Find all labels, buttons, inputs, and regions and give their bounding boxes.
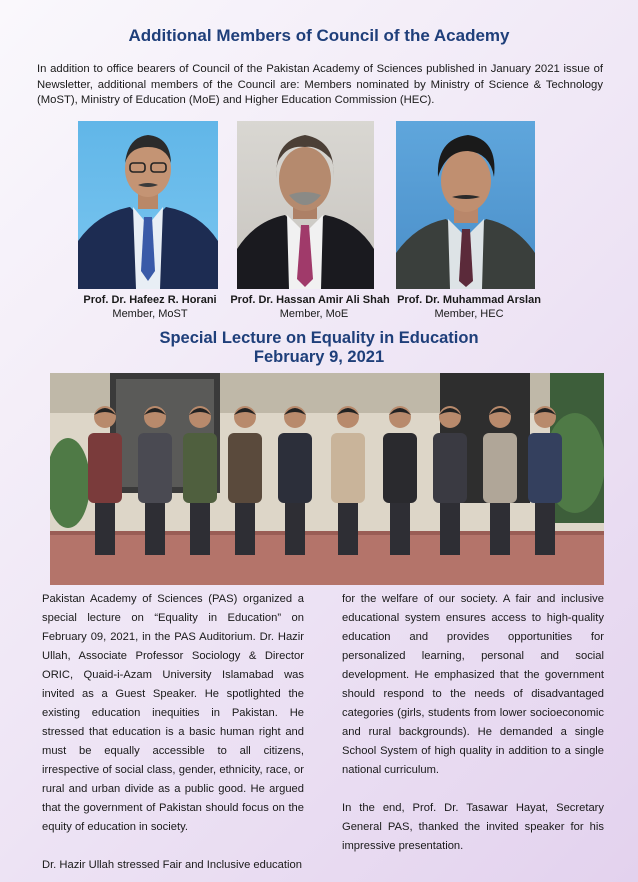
member-photo-horani bbox=[78, 121, 218, 289]
member-photo-arslan bbox=[396, 121, 535, 289]
member-name: Prof. Dr. Hassan Amir Ali Shah bbox=[230, 294, 390, 306]
member-caption-3 bbox=[393, 293, 545, 321]
member-role: Member, MoST bbox=[112, 308, 188, 320]
body-left-column bbox=[42, 590, 304, 875]
body-paragraph: Pakistan Academy of Sciences (PAS) organized a special lecture on “Equality in Education” on February 09, 2021, in the PAS Auditorium. Dr. Hazir Ullah, Associate Professor Sociology & Director ORIC, Quaid-i-Azam University Islamabad was invited as a Guest Speaker. He spotlighted the existing education inequities in Pakistan. He stressed that education is a basic human right and must be equally accessible to all citizens, irrespective of social class, gender, ethnicity, race, or rural and urban divide as a public good. He argued that the government of Pakistan should focus on the equity of education in society. bbox=[42, 593, 304, 833]
body-paragraph: Dr. Hazir Ullah stressed Fair and Inclusive education bbox=[42, 859, 302, 871]
intro-paragraph: In addition to office bearers of Council of the Pakistan Academy of Sciences published in January 2021 issue of Newsletter, additional members of the Council are: Members nominated by Ministry of Science & Technology (MoST), Ministry of Education (MoE) and Higher Education Commission (HEC). bbox=[37, 63, 603, 106]
member-role: Member, HEC bbox=[434, 308, 504, 320]
body-paragraph: for the welfare of our society. A fair and inclusive educational system ensures access to high-quality education and provides opportunities for personalized learning, personal and social development. He emphasized that the government should respond to the needs of disadvantaged categories (girls, students from lower socioeconomic and rural backgrounds). He demanded a single School System of high quality in addition to a single national curriculum. bbox=[342, 593, 604, 776]
member-caption-1 bbox=[70, 293, 230, 321]
body-right-column bbox=[342, 590, 604, 856]
body-paragraph: In the end, Prof. Dr. Tasawar Hayat, Secretary General PAS, thanked the invited speaker for his impressive presentation. bbox=[342, 802, 604, 852]
lecture-date: February 9, 2021 bbox=[253, 348, 385, 366]
group-photo bbox=[50, 373, 604, 585]
lecture-title: Special Lecture on Equality in Education bbox=[159, 329, 479, 347]
member-name: Prof. Dr. Hafeez R. Horani bbox=[83, 294, 217, 306]
member-caption-2 bbox=[225, 293, 395, 321]
member-role: Member, MoE bbox=[279, 308, 349, 320]
page-title: Additional Members of Council of the Academy bbox=[128, 26, 510, 45]
member-name: Prof. Dr. Muhammad Arslan bbox=[397, 294, 541, 306]
member-photo-shah bbox=[237, 121, 374, 289]
